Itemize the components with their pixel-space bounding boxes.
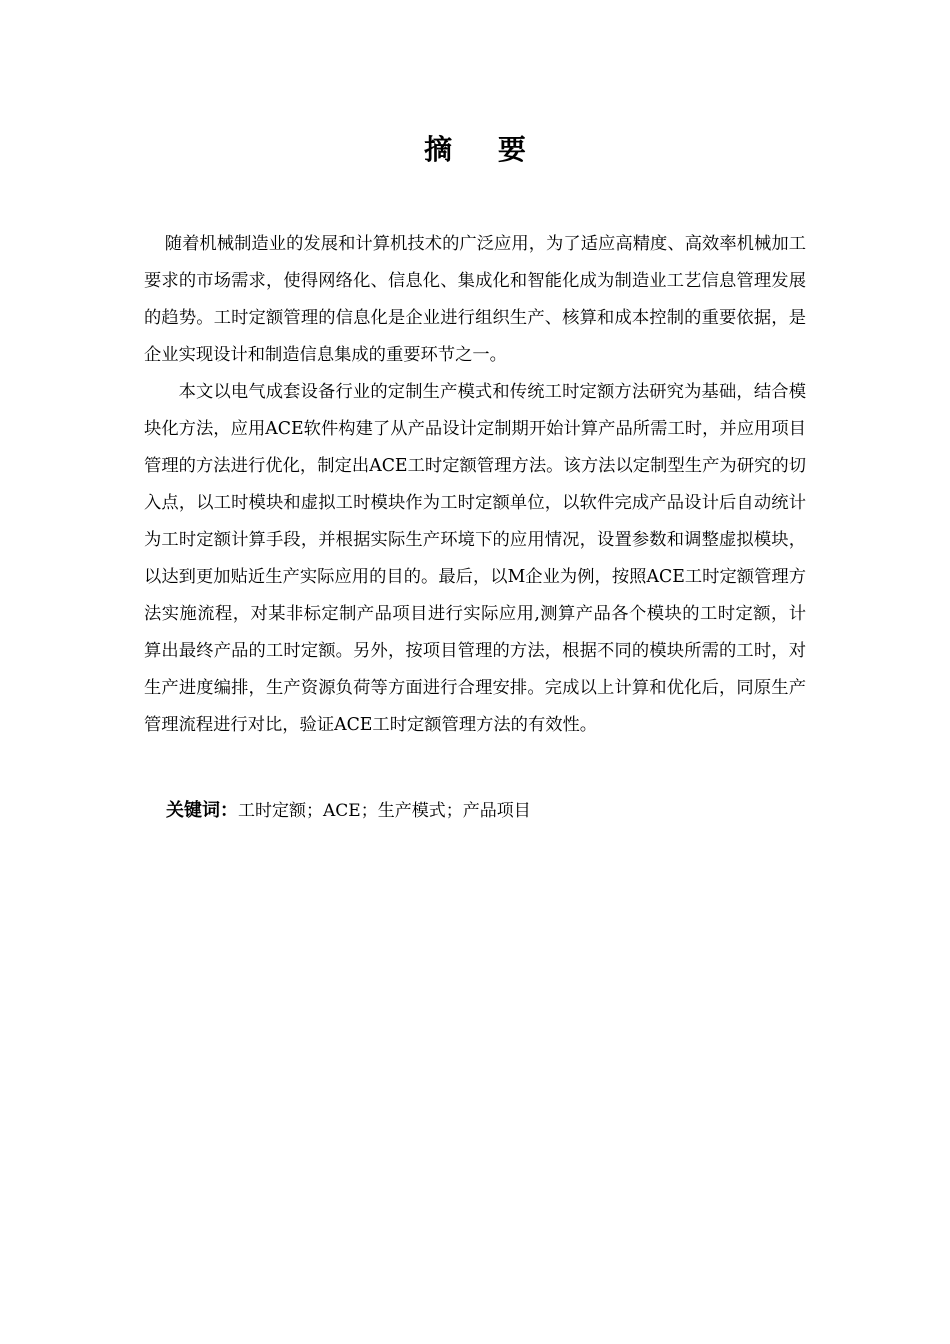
keywords-line <box>166 791 806 831</box>
abstract-title: 摘 要 <box>424 133 544 166</box>
abstract-paragraph-2: 本文以电气成套设备行业的定制生产模式和传统工时定额方法研究为基础，结合模块化方法，应用ACE软件构建了从产品设计定制期开始计算产品所需工时，并应用项目管理的方法进行优化，制定出ACE工时定额管理方法。该方法以定制型生产为研究的切入点，以工时模块和虚拟工时模块作为工时定额单位，以软件完成产品设计后自动统计为工时定额计算手段，并根据实际生产环境下的应用情况，设置参数和调整虚拟模块，以达到更加贴近生产实际应用的目的。最后，以M企业为例，按照ACE工时定额管理方法实施流程，对某非标定制产品项目进行实际应用,测算产品各个模块的工时定额，计算出最终产品的工时定额。另外，按项目管理的方法，根据不同的模块所需的工时，对生产进度编排，生产资源负荷等方面进行合理安排。完成以上计算和优化后，同原生产管理流程进行对比，验证ACE工时定额管理方法的有效性。 <box>144 382 806 735</box>
keywords-label: 关键词： <box>166 800 238 821</box>
abstract-body <box>144 226 806 744</box>
abstract-paragraph-1: 随着机械制造业的发展和计算机技术的广泛应用，为了适应高精度、高效率机械加工要求的市场需求，使得网络化、信息化、集成化和智能化成为制造业工艺信息管理发展的趋势。工时定额管理的信息化是企业进行组织生产、核算和成本控制的重要依据，是企业实现设计和制造信息集成的重要环节之一。 <box>144 234 806 365</box>
keywords-text: 工时定额；ACE；生产模式；产品项目 <box>238 801 531 821</box>
